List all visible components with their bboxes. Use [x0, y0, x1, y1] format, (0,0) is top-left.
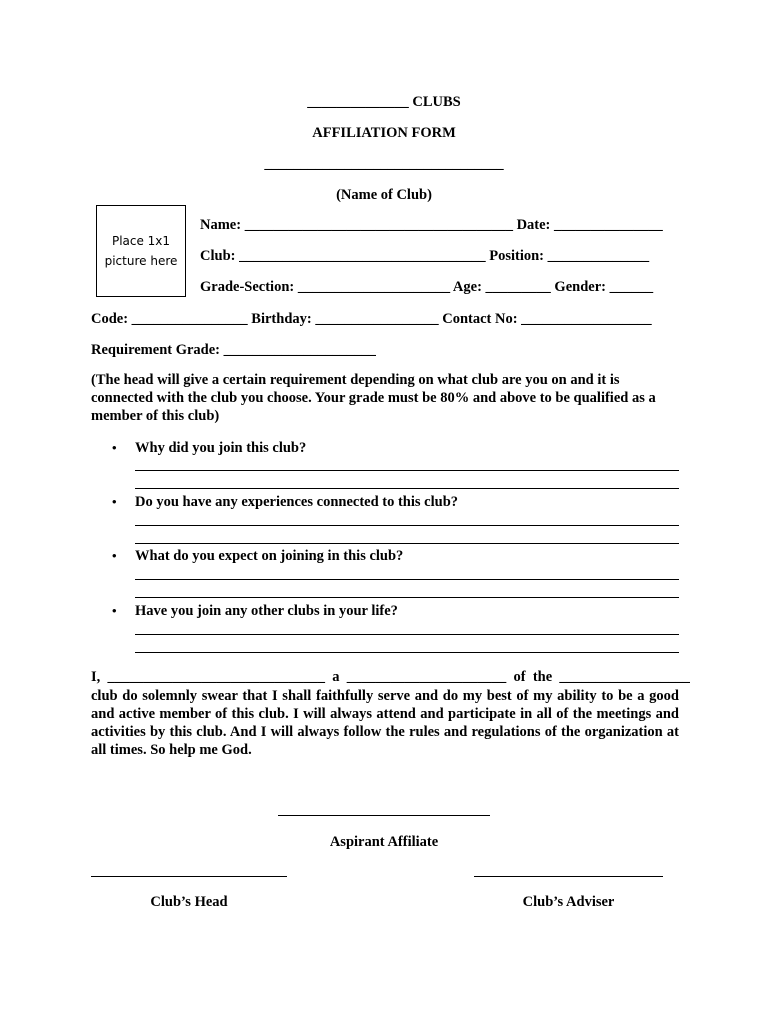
- answer-line: [135, 543, 679, 544]
- club-head-signature-line: [91, 876, 287, 877]
- answer-line: [135, 634, 679, 635]
- club-name-blank: _________________________________: [264, 156, 504, 172]
- grade-age-gender-field: Grade-Section: _____________________ Age: _________ Gender: ______: [200, 279, 654, 295]
- photo-placeholder-box: [96, 205, 186, 297]
- answer-line: [135, 470, 679, 471]
- answer-line: [135, 579, 679, 580]
- form-title: AFFILIATION FORM: [312, 125, 456, 141]
- oath-body: club do solemnly swear that I shall faithfully serve and do my best of my ability to be a good and active member of this club. I will always attend and participate in all of the meetings and activities by this club. And I will always follow the rules and regulations of the organization at all times. So help me God.: [91, 688, 679, 758]
- question-text: Have you join any other clubs in your life?: [135, 603, 398, 619]
- question-text: Why did you join this club?: [135, 440, 307, 456]
- club-adviser-signature-line: [474, 876, 663, 877]
- aspirant-affiliate-label: Aspirant Affiliate: [329, 834, 439, 850]
- answer-line: [135, 597, 679, 598]
- clubs-heading: ______________ CLUBS: [307, 94, 461, 110]
- answer-line: [135, 488, 679, 489]
- bullet-icon: •: [112, 440, 117, 455]
- bullet-icon: •: [112, 548, 117, 563]
- question-text: Do you have any experiences connected to this club?: [135, 494, 459, 510]
- name-date-field: Name: _____________________________________ Date: _______________: [200, 217, 663, 233]
- club-head-label: Club’s Head: [150, 894, 228, 910]
- answer-line: [135, 525, 679, 526]
- club-adviser-label: Club’s Adviser: [522, 894, 615, 910]
- photo-placeholder-text: Place 1x1 picture here: [104, 234, 178, 268]
- code-birthday-contact-field: Code: ________________ Birthday: _________________ Contact No: __________________: [91, 311, 652, 327]
- bullet-icon: •: [112, 603, 117, 618]
- club-name-caption: (Name of Club): [336, 187, 432, 203]
- answer-line: [135, 652, 679, 653]
- club-position-field: Club: __________________________________ Position: ______________: [200, 248, 650, 264]
- oath-first-line: I, ______________________________ a ______________________ of the __________________: [91, 669, 690, 685]
- bullet-icon: •: [112, 494, 117, 509]
- question-text: What do you expect on joining in this club?: [135, 548, 404, 564]
- requirement-note: (The head will give a certain requirement depending on what club are you on and it is connected with the club you choose. Your grade must be 80% and above to be qualified as a member of this club): [91, 372, 656, 424]
- aspirant-signature-line: [278, 815, 490, 816]
- requirement-grade-field: Requirement Grade: _____________________: [91, 342, 376, 358]
